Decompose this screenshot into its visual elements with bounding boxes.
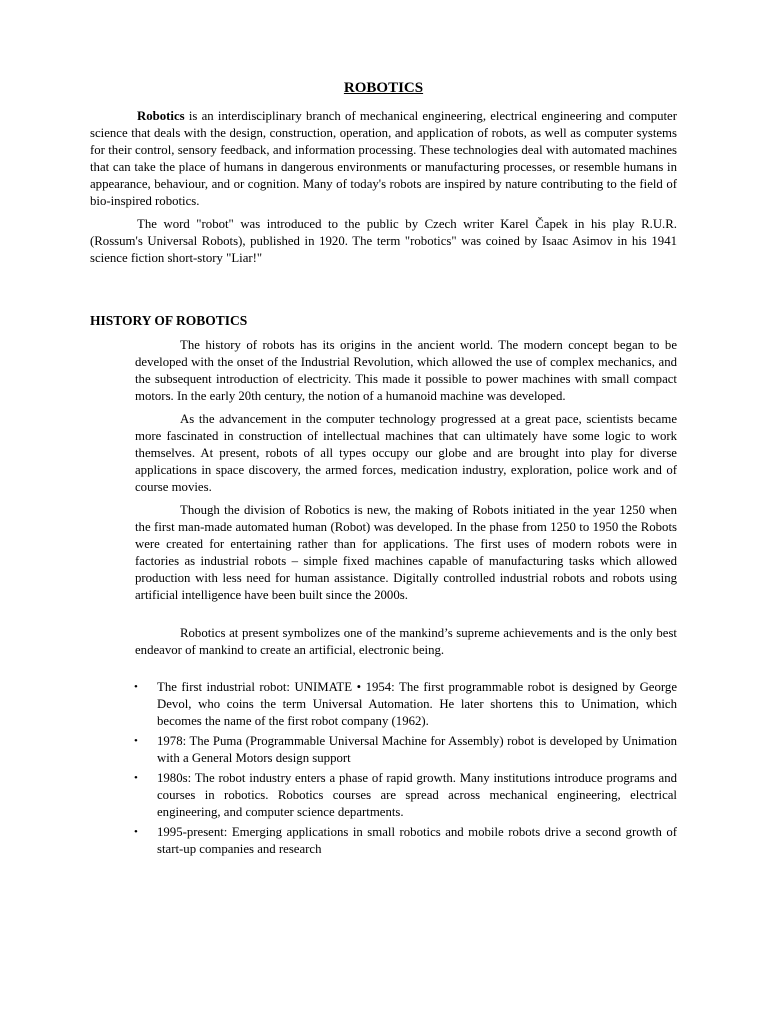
intro-paragraph-1 — [90, 108, 677, 210]
history-section — [90, 337, 677, 659]
list-item-text: 1995-present: Emerging applications in small robotics and mobile robots drive a second growth of start-up companies and research — [157, 825, 677, 856]
list-item — [90, 679, 677, 730]
list-item-text: 1978: The Puma (Programmable Universal Machine for Assembly) robot is developed by Unimation with a General Motors design support — [157, 734, 677, 765]
bullet-icon: • — [134, 826, 138, 838]
intro-section — [90, 108, 677, 267]
list-item — [90, 824, 677, 858]
list-item-text: 1980s: The robot industry enters a phase of rapid growth. Many institutions introduce programs and courses in robotics. Robotics courses are spread across mechanical engineering, electrical engineering, and computer science departments. — [157, 771, 677, 819]
intro-definition: is an interdisciplinary branch of mechanical engineering, electrical engineering and computer science that deals with the design, construction, operation, and application of robots, as well as computer systems for their control, sensory feedback, and information processing. These technologies deal with automated machines that can take the place of humans in dangerous environments or manufacturing processes, or resemble humans in appearance, behaviour, and or cognition. Many of today's robots are inspired by nature contributing to the field of bio-inspired robotics. — [90, 109, 677, 208]
history-paragraph-4: Robotics at present symbolizes one of the mankind’s supreme achievements and is the only best endeavor of mankind to create an artificial, electronic being. — [135, 626, 677, 657]
history-heading: HISTORY OF ROBOTICS — [90, 313, 248, 328]
list-item-text: The first industrial robot: UNIMATE • 1954: The first programmable robot is designed by George Devol, who coins the term Universal Automation. He later shortens this to Unimation, which becomes the name of the first robot company (1962). — [157, 680, 677, 728]
bullet-icon: • — [134, 681, 138, 693]
list-item — [90, 733, 677, 767]
list-item — [90, 770, 677, 821]
intro-term: Robotics — [137, 109, 185, 123]
history-paragraph-3: Though the division of Robotics is new, the making of Robots initiated in the year 1250 when the first man-made automated human (Robot) was developed. In the phase from 1250 to 1950 the Robots were created for entertaining rather than for applications. The first uses of modern robots were in factories as industrial robots – simple fixed machines capable of manufacturing tasks which allowed production with less need for human assistance. Digitally controlled industrial robots and robots using artificial intelligence have been built since the 2000s. — [135, 503, 677, 602]
bullet-icon: • — [134, 735, 138, 747]
page-title: ROBOTICS — [343, 80, 424, 96]
timeline-list — [90, 679, 677, 858]
history-paragraph-1: The history of robots has its origins in the ancient world. The modern concept began to be developed with the onset of the Industrial Revolution, which allowed the use of complex mechanics, and the subsequent introduction of electricity. This made it possible to power machines with small compact motors. In the early 20th century, the notion of a humanoid machine was developed. — [135, 338, 677, 403]
bullet-icon: • — [134, 772, 138, 784]
intro-paragraph-2: The word "robot" was introduced to the public by Czech writer Karel Čapek in his play R.U.R. (Rossum's Universal Robots), published in 1920. The term "robotics" was coined by Isaac Asimov in his 1941 science fiction short-story "Liar!" — [90, 217, 677, 265]
history-paragraph-2: As the advancement in the computer technology progressed at a great pace, scientists became more fascinated in construction of intellectual machines that can ultimately have some logic to work themselves. At present, robots of all types occupy our globe and are brought into play for diverse applications in space discovery, the armed forces, medication industry, exploration, police work and of course movies. — [135, 412, 677, 494]
